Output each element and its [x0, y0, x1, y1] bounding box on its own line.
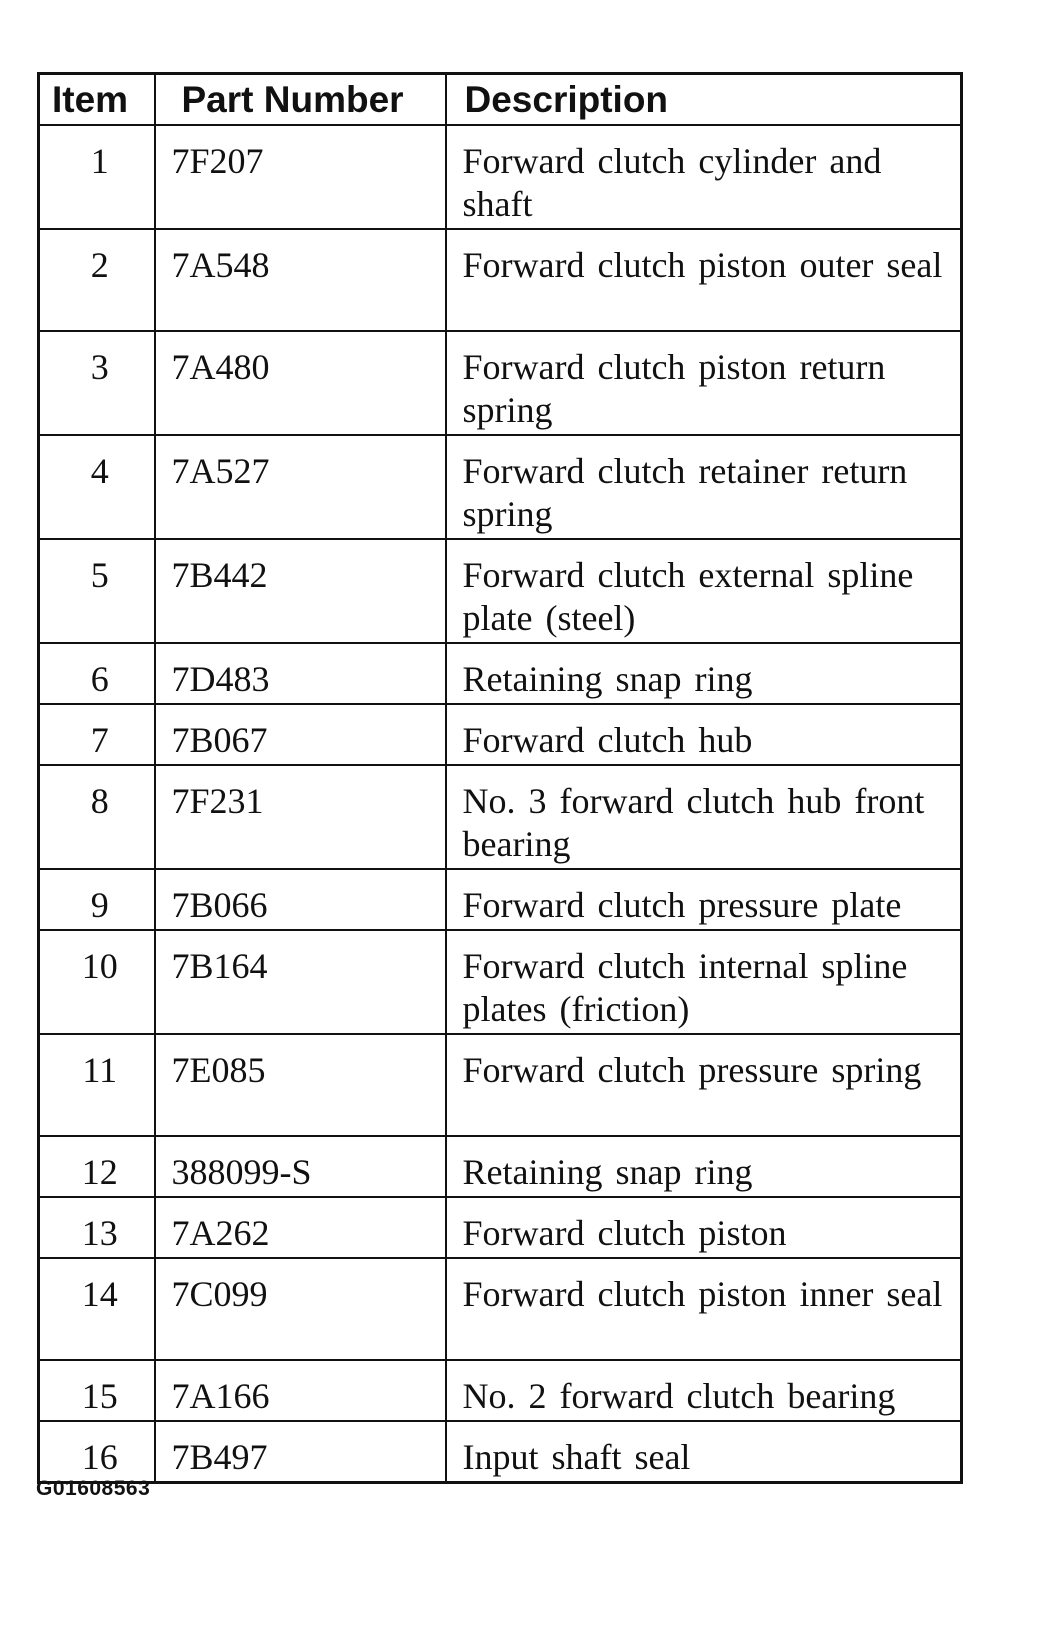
part-number-cell: 7B067: [155, 704, 446, 765]
part-number-cell: 388099-S: [155, 1136, 446, 1197]
table-row: [39, 1034, 962, 1136]
item-number-cell: 5: [39, 539, 155, 643]
table-row: [39, 930, 962, 1034]
table-row: [39, 704, 962, 765]
description-cell: Forward clutch piston return spring: [446, 331, 962, 435]
table-row: [39, 539, 962, 643]
table-row: [39, 765, 962, 869]
description-cell: Forward clutch cylinder and shaft: [446, 125, 962, 229]
header-item: Item: [39, 74, 155, 125]
item-number-cell: 15: [39, 1360, 155, 1421]
table-row: [39, 643, 962, 704]
table-header-row: [39, 74, 962, 125]
table-row: [39, 331, 962, 435]
table-row: [39, 1258, 962, 1360]
part-number-cell: 7A527: [155, 435, 446, 539]
table-row: [39, 869, 962, 930]
part-number-cell: 7E085: [155, 1034, 446, 1136]
table-row: [39, 1360, 962, 1421]
figure-id: G01608563: [36, 1477, 151, 1500]
part-number-cell: 7F231: [155, 765, 446, 869]
description-cell: Forward clutch pressure plate: [446, 869, 962, 930]
part-number-cell: 7D483: [155, 643, 446, 704]
item-number-cell: 6: [39, 643, 155, 704]
part-number-cell: 7C099: [155, 1258, 446, 1360]
table-row: [39, 1136, 962, 1197]
item-number-cell: 13: [39, 1197, 155, 1258]
item-number-cell: 4: [39, 435, 155, 539]
item-number-cell: 8: [39, 765, 155, 869]
part-number-cell: 7F207: [155, 125, 446, 229]
part-number-cell: 7B066: [155, 869, 446, 930]
item-number-cell: 2: [39, 229, 155, 331]
item-number-cell: 14: [39, 1258, 155, 1360]
part-number-cell: 7B164: [155, 930, 446, 1034]
item-number-cell: 3: [39, 331, 155, 435]
header-part-number: Part Number: [155, 74, 446, 125]
part-number-cell: 7A262: [155, 1197, 446, 1258]
item-number-cell: 9: [39, 869, 155, 930]
description-cell: Retaining snap ring: [446, 643, 962, 704]
table-row: [39, 1197, 962, 1258]
table-row: [39, 1421, 962, 1483]
description-cell: Forward clutch external spline plate (steel): [446, 539, 962, 643]
description-cell: Forward clutch hub: [446, 704, 962, 765]
description-cell: Retaining snap ring: [446, 1136, 962, 1197]
description-cell: Forward clutch piston inner seal: [446, 1258, 962, 1360]
description-cell: Forward clutch piston outer seal: [446, 229, 962, 331]
table-row: [39, 125, 962, 229]
part-number-cell: 7A166: [155, 1360, 446, 1421]
item-number-cell: 1: [39, 125, 155, 229]
item-number-cell: 7: [39, 704, 155, 765]
parts-table-body: [39, 125, 962, 1483]
description-cell: Forward clutch retainer return spring: [446, 435, 962, 539]
header-description: Description: [446, 74, 962, 125]
description-cell: No. 3 forward clutch hub front bearing: [446, 765, 962, 869]
description-cell: Input shaft seal: [446, 1421, 962, 1483]
description-cell: No. 2 forward clutch bearing: [446, 1360, 962, 1421]
part-number-cell: 7B442: [155, 539, 446, 643]
item-number-cell: 12: [39, 1136, 155, 1197]
part-number-cell: 7A480: [155, 331, 446, 435]
description-cell: Forward clutch pressure spring: [446, 1034, 962, 1136]
item-number-cell: 11: [39, 1034, 155, 1136]
part-number-cell: 7A548: [155, 229, 446, 331]
part-number-cell: 7B497: [155, 1421, 446, 1483]
description-cell: Forward clutch piston: [446, 1197, 962, 1258]
table-row: [39, 229, 962, 331]
table-row: [39, 435, 962, 539]
parts-table: [37, 72, 963, 1484]
item-number-cell: 16: [39, 1421, 155, 1483]
item-number-cell: 10: [39, 930, 155, 1034]
description-cell: Forward clutch internal spline plates (friction): [446, 930, 962, 1034]
